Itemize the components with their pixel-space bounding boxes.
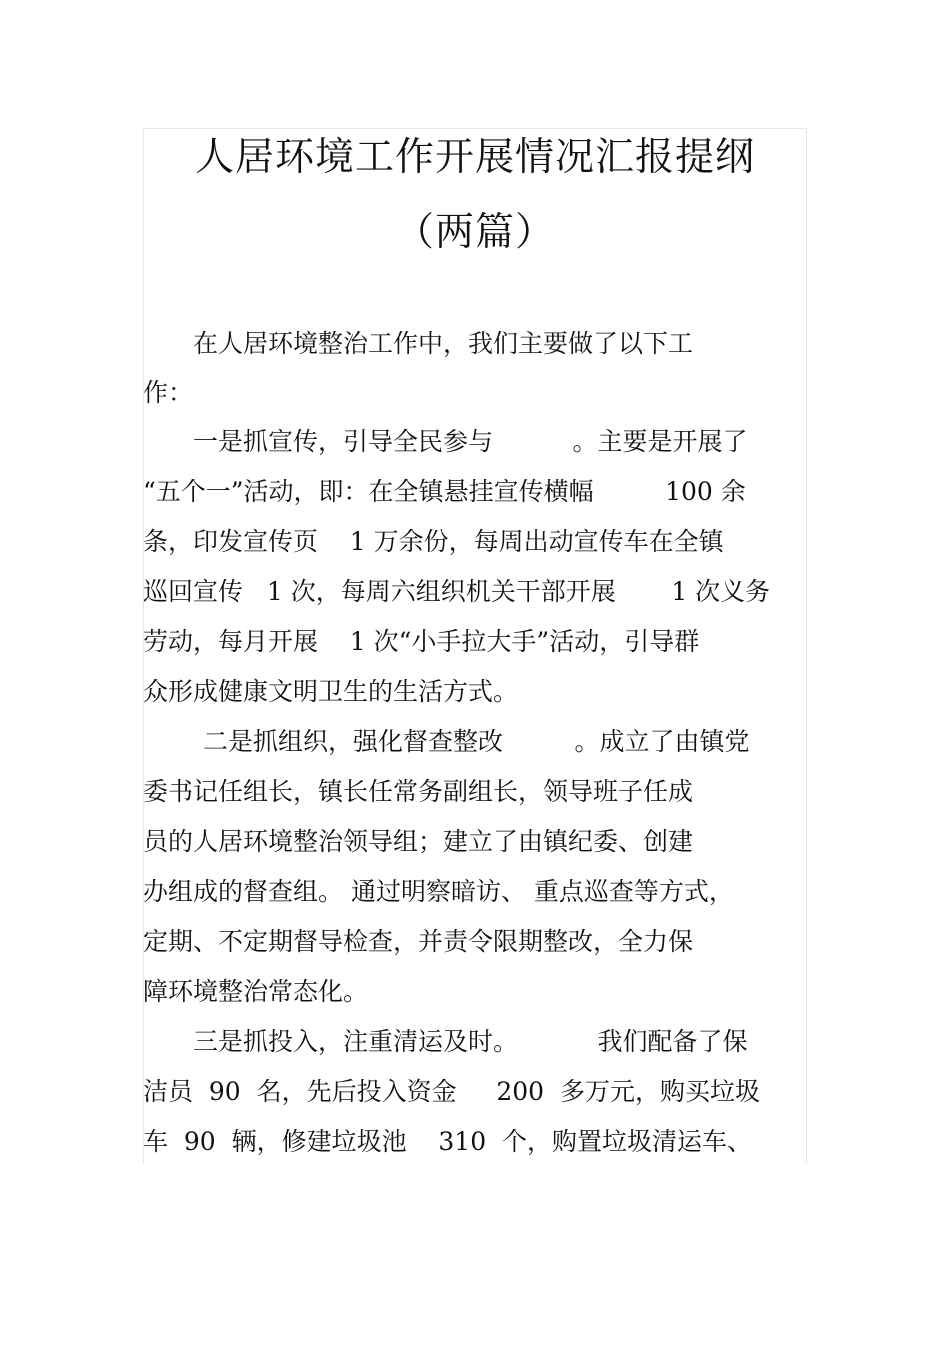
paragraph-publicity-line-5: 劳动，每月开展 1 次“小手拉大手”活动，引导群 (143, 627, 700, 656)
document-title: 人居环境工作开展情况汇报提纲 (194, 135, 755, 180)
paragraph-organization-line-6: 障环境整治常态化。 (143, 977, 369, 1006)
paragraph-publicity-line-6: 众形成健康文明卫生的生活方式。 (143, 677, 519, 706)
paragraph-intro-line-2: 作： (143, 378, 194, 407)
frame-right-line (806, 128, 807, 1163)
document-subtitle: （两篇） (394, 210, 555, 255)
paragraph-organization-line-5: 定期、不定期督导检查，并责令限期整改，全力保 (143, 927, 694, 956)
paragraph-publicity-line-3: 条，印发宣传页 1 万余份，每周出动宣传车在全镇 (143, 527, 724, 556)
paragraph-intro-line-1: 在人居环境整治工作中，我们主要做了以下工 (193, 329, 694, 358)
paragraph-publicity-line-2: “五个一”活动，即：在全镇悬挂宣传横幅 100 余 (143, 477, 746, 506)
paragraph-investment-line-3: 车 90 辆，修建垃圾池 310 个，购置垃圾清运车、 (143, 1127, 752, 1156)
paragraph-publicity-line-4: 巡回宣传 1 次，每周六组织机关干部开展 1 次义务 (143, 577, 771, 606)
paragraph-publicity-line-1: 一是抓宣传，引导全民参与 。主要是开展了 (193, 427, 748, 456)
paragraph-investment-line-2: 洁员 90 名，先后投入资金 200 多万元，购买垃圾 (143, 1077, 760, 1106)
paragraph-organization-line-4: 办组成的督查组。 通过明察暗访、 重点巡查等方式， (143, 877, 734, 906)
paragraph-organization-line-2: 委书记任组长，镇长任常务副组长，领导班子任成 (143, 777, 694, 806)
paragraph-organization-line-1: 二是抓组织，强化督查整改 。成立了由镇党 (203, 727, 750, 756)
paragraph-organization-line-3: 员的人居环境整治领导组；建立了由镇纪委、创建 (143, 827, 694, 856)
paragraph-investment-line-1: 三是抓投入，注重清运及时。 我们配备了保 (193, 1027, 748, 1056)
